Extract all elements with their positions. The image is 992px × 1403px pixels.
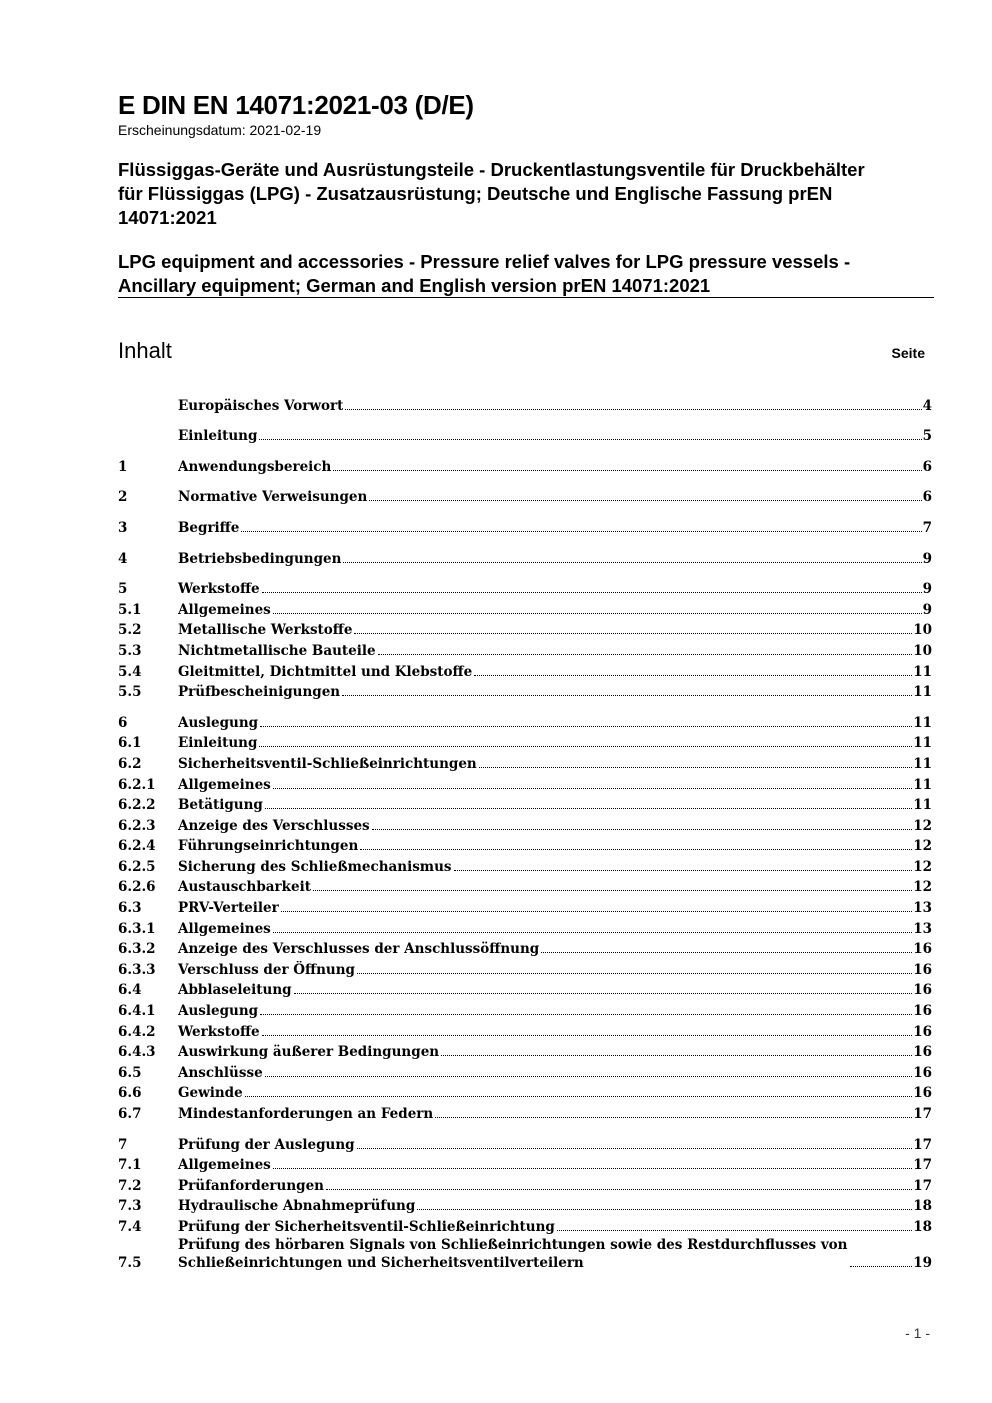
title-english-line: LPG equipment and accessories - Pressure relief valves for LPG pressure vessels - (118, 251, 851, 272)
title-german-line: Flüssiggas-Geräte und Ausrüstungsteile - Druckentlastungsventile für Druckbehälter (118, 159, 865, 180)
toc-leader-dots (557, 1230, 912, 1231)
toc-leader-dots (441, 1055, 912, 1056)
toc-entry[interactable] (118, 1133, 932, 1154)
table-of-contents (118, 394, 932, 1272)
toc-entry-number: 5.1 (118, 601, 142, 618)
toc-entry-page: 16 (913, 961, 932, 978)
toc-entry-title: Allgemeines (178, 601, 271, 618)
toc-entry[interactable] (118, 681, 932, 702)
toc-leader-dots (345, 409, 921, 410)
toc-leader-dots (259, 746, 912, 747)
toc-entry-title: Führungseinrichtungen (178, 838, 359, 855)
toc-entry-number: 5.5 (118, 684, 142, 701)
toc-entry-page: 11 (913, 735, 932, 752)
toc-entry-page: 17 (913, 1157, 932, 1174)
toc-entry-title: Hydraulische Abnahmeprüfung (178, 1198, 416, 1215)
toc-entry-title: Anzeige des Verschlusses der Anschlussöffnung (178, 941, 540, 958)
toc-entry-title: Begriffe (178, 519, 240, 536)
toc-leader-dots (241, 531, 921, 532)
title-divider (118, 297, 934, 298)
title-german-line: für Flüssiggas (LPG) - Zusatzausrüstung; Deutsche und Englische Fassung prEN (118, 183, 833, 204)
toc-entry[interactable] (118, 1154, 932, 1175)
toc-entry-title: Gewinde (178, 1085, 243, 1102)
toc-entry-number: 6.2.6 (118, 879, 156, 896)
toc-entry-number: 6.7 (118, 1106, 142, 1122)
toc-entry-title: Gleitmittel, Dichtmittel und Klebstoffe (178, 663, 473, 680)
toc-entry-title: Werkstoffe (178, 1023, 260, 1040)
toc-entry-title: Nichtmetallische Bauteile (178, 642, 376, 659)
toc-entry-number: 4 (118, 550, 128, 567)
toc-entry[interactable] (118, 1215, 932, 1236)
toc-entry-page: 17 (913, 1106, 932, 1122)
toc-entry-title: Austauschbarkeit (178, 879, 311, 896)
toc-leader-dots (313, 890, 912, 891)
toc-entry-title: Betriebsbedingungen (178, 550, 342, 567)
toc-entry-title: Anwendungsbereich (178, 458, 332, 475)
toc-entry-title-line: Prüfung des hörbaren Signals von Schließeinrichtungen sowie des Restdurchflusses von (178, 1236, 848, 1253)
toc-entry-page: 16 (913, 1064, 932, 1081)
toc-leader-dots (378, 654, 913, 655)
toc-entry[interactable] (118, 773, 932, 794)
toc-leader-dots (541, 952, 912, 953)
toc-entry-number: 6.4 (118, 982, 142, 999)
toc-entry-number: 6.3.2 (118, 941, 156, 958)
toc-entry-page: 13 (913, 920, 932, 937)
toc-entry[interactable] (118, 1020, 932, 1041)
toc-leader-dots (417, 1209, 912, 1210)
toc-entry-page: 11 (913, 663, 932, 680)
toc-leader-dots (850, 1266, 913, 1267)
toc-leader-dots (343, 562, 921, 563)
toc-entry[interactable] (118, 1174, 932, 1195)
toc-entry-page: 10 (913, 642, 932, 659)
toc-entry-title: Einleitung (178, 428, 258, 445)
toc-leader-dots (260, 1014, 912, 1015)
toc-entry-page: 16 (913, 1044, 932, 1061)
toc-entry[interactable] (118, 619, 932, 640)
toc-entry-title: Normative Verweisungen (178, 489, 368, 506)
toc-entry[interactable] (118, 938, 932, 959)
toc-entry-title: Sicherheitsventil-Schließeinrichtungen (178, 755, 477, 772)
toc-entry-number: 6.2.5 (118, 858, 156, 875)
toc-entry[interactable] (118, 1236, 932, 1272)
toc-entry-page: 5 (922, 428, 932, 445)
toc-entry-number: 6.2.2 (118, 797, 156, 814)
toc-entry[interactable] (118, 455, 932, 476)
toc-entry[interactable] (118, 999, 932, 1020)
toc-entry-title: Allgemeines (178, 1157, 271, 1174)
toc-entry-number: 6.3.3 (118, 961, 156, 978)
toc-entry-title: Verschluss der Öffnung (178, 961, 355, 978)
toc-entry-page: 11 (913, 755, 932, 772)
toc-entry[interactable] (118, 855, 932, 876)
toc-entry-number: 6.2 (118, 755, 142, 772)
toc-leader-dots (435, 1117, 912, 1118)
toc-entry[interactable] (118, 958, 932, 979)
toc-leader-dots (369, 500, 921, 501)
toc-entry-page: 16 (913, 1085, 932, 1102)
toc-entry[interactable] (118, 639, 932, 660)
toc-entry-title: Allgemeines (178, 776, 271, 793)
toc-entry-number: 5.3 (118, 642, 142, 659)
toc-entry[interactable] (118, 814, 932, 835)
toc-leader-dots (273, 932, 912, 933)
toc-leader-dots (265, 1076, 913, 1077)
toc-entry-number: 5.2 (118, 622, 142, 639)
toc-leader-dots (357, 973, 912, 974)
toc-entry-page: 16 (913, 1023, 932, 1040)
toc-leader-dots (342, 695, 912, 696)
title-german (118, 158, 938, 230)
toc-leader-dots (273, 613, 922, 614)
toc-entry-number: 7 (118, 1136, 128, 1153)
toc-entry-page: 9 (922, 581, 932, 598)
toc-entry-number: 1 (118, 458, 128, 475)
toc-entry-title: Abblaseleitung (178, 982, 292, 999)
title-english-line: Ancillary equipment; German and English version prEN 14071:2021 (118, 275, 711, 296)
toc-entry[interactable] (118, 794, 932, 815)
toc-entry-page: 18 (913, 1218, 932, 1235)
toc-entry-number: 7.3 (118, 1198, 142, 1215)
toc-entry-number: 7.2 (118, 1177, 142, 1194)
toc-entry-page: 11 (913, 684, 932, 701)
toc-entry-page: 9 (922, 550, 932, 567)
toc-entry-number: 6.4.2 (118, 1023, 156, 1040)
toc-leader-dots (245, 1096, 912, 1097)
toc-entry-page: 13 (913, 900, 932, 917)
toc-entry-number: 7.5 (118, 1254, 142, 1271)
toc-entry-number: 6.6 (118, 1085, 142, 1102)
toc-entry-number: 2 (118, 489, 128, 506)
toc-entry-number: 6.5 (118, 1064, 142, 1081)
toc-entry[interactable] (118, 1102, 932, 1123)
publication-date: Erscheinungsdatum: 2021-02-19 (118, 122, 322, 138)
toc-heading: Inhalt (118, 338, 172, 363)
toc-entry-title: Prüfung der Auslegung (178, 1136, 355, 1153)
toc-entry-title: Prüfanforderungen (178, 1177, 324, 1194)
toc-entry-title: Prüfbescheinigungen (178, 684, 341, 701)
toc-entry[interactable] (118, 1061, 932, 1082)
title-german-line: 14071:2021 (118, 207, 217, 228)
toc-entry-title: Auslegung (178, 1003, 259, 1020)
toc-entry-page: 11 (913, 714, 932, 731)
toc-entry-page: 16 (913, 941, 932, 958)
toc-entry[interactable] (118, 598, 932, 619)
toc-entry[interactable] (118, 752, 932, 773)
toc-leader-dots (262, 592, 922, 593)
toc-leader-dots (260, 726, 912, 727)
toc-leader-dots (360, 849, 912, 850)
toc-entry-number: 6.3 (118, 900, 142, 917)
toc-entry[interactable] (118, 711, 932, 732)
toc-entry-page: 4 (922, 397, 932, 414)
toc-entry-number: 6 (118, 714, 128, 731)
toc-entry-number: 6.4.1 (118, 1003, 156, 1020)
toc-entry-page: 6 (922, 458, 932, 475)
toc-leader-dots (357, 1148, 913, 1149)
toc-entry-number: 7.1 (118, 1157, 142, 1174)
toc-entry-number: 6.2.4 (118, 838, 156, 855)
toc-leader-dots (262, 1035, 913, 1036)
toc-entry-page: 17 (913, 1136, 932, 1153)
toc-entry[interactable] (118, 1041, 932, 1062)
toc-leader-dots (265, 808, 912, 809)
toc-entry-title: Allgemeines (178, 920, 271, 937)
toc-entry-title: Auslegung (178, 714, 259, 731)
toc-entry-title: Prüfung der Sicherheitsventil-Schließeinrichtung (178, 1218, 555, 1235)
toc-leader-dots (273, 788, 912, 789)
toc-entry[interactable] (118, 660, 932, 681)
toc-entry-page: 11 (913, 776, 932, 793)
toc-entry-page: 9 (922, 601, 932, 618)
toc-entry-title: Anschlüsse (178, 1064, 263, 1081)
toc-leader-dots (372, 829, 913, 830)
toc-entry-title: Auswirkung äußerer Bedingungen (178, 1044, 440, 1061)
toc-entry[interactable] (118, 547, 932, 568)
toc-entry-page: 16 (913, 982, 932, 999)
toc-entry-page: 17 (913, 1177, 932, 1194)
toc-entry-title: Betätigung (178, 797, 263, 814)
toc-entry-number: 6.4.3 (118, 1044, 156, 1061)
toc-entry-title: Metallische Werkstoffe (178, 622, 353, 639)
toc-leader-dots (294, 993, 913, 994)
toc-entry-number: 6.3.1 (118, 920, 156, 937)
toc-entry[interactable] (118, 1195, 932, 1216)
toc-leader-dots (474, 675, 912, 676)
toc-entry-page: 12 (913, 858, 932, 875)
toc-entry-page: 12 (913, 817, 932, 834)
toc-entry-title: Werkstoffe (178, 581, 260, 598)
toc-entry-page: 16 (913, 1003, 932, 1020)
toc-entry-title: Mindestanforderungen an Federn (178, 1106, 434, 1122)
toc-entry-page: 12 (913, 879, 932, 896)
toc-entry[interactable] (118, 394, 932, 415)
toc-entry[interactable] (118, 979, 932, 1000)
toc-leader-dots (333, 470, 921, 471)
document-id: E DIN EN 14071:2021-03 (D/E) (118, 90, 474, 120)
toc-entry-title: Einleitung (178, 735, 258, 752)
toc-entry-page: 11 (913, 797, 932, 814)
toc-leader-dots (354, 633, 912, 634)
toc-entry-title: Europäisches Vorwort (178, 397, 344, 414)
toc-entry[interactable] (118, 917, 932, 938)
toc-entry-title: Anzeige des Verschlusses (178, 817, 370, 834)
toc-entry-number: 6.1 (118, 735, 142, 752)
toc-entry-page: 12 (913, 838, 932, 855)
toc-leader-dots (273, 1168, 912, 1169)
toc-entry[interactable] (118, 516, 932, 537)
toc-entry[interactable] (118, 896, 932, 917)
toc-entry-number: 7.4 (118, 1218, 142, 1235)
toc-entry[interactable] (118, 876, 932, 897)
toc-entry[interactable] (118, 1082, 932, 1103)
title-english (118, 250, 938, 298)
toc-entry-number: 6.2.3 (118, 817, 156, 834)
toc-leader-dots (326, 1189, 912, 1190)
toc-entry[interactable] (118, 732, 932, 753)
toc-leader-dots (259, 439, 921, 440)
toc-entry-page: 6 (922, 489, 932, 506)
toc-entry-page: 18 (913, 1198, 932, 1215)
toc-entry-title: Sicherung des Schließmechanismus (178, 858, 452, 875)
toc-entry-title (178, 1236, 848, 1272)
toc-entry-title: PRV-Verteiler (178, 900, 279, 917)
toc-entry-title-line: Schließeinrichtungen und Sicherheitsventilverteilern (178, 1254, 584, 1271)
toc-entry-number: 5.4 (118, 663, 142, 680)
toc-entry[interactable] (118, 486, 932, 507)
toc-leader-dots (281, 911, 912, 912)
page-number: - 1 - (905, 1325, 930, 1341)
toc-entry-number: 6.2.1 (118, 776, 156, 793)
toc-entry-page: 19 (913, 1254, 932, 1271)
toc-entry[interactable] (118, 835, 932, 856)
toc-entry-number: 3 (118, 519, 128, 536)
toc-entry[interactable] (118, 578, 932, 599)
toc-leader-dots (479, 767, 912, 768)
toc-page-column-heading: Seite (891, 345, 925, 361)
toc-entry-page: 7 (922, 519, 932, 536)
toc-entry-number: 5 (118, 581, 128, 598)
toc-leader-dots (454, 870, 913, 871)
toc-entry[interactable] (118, 425, 932, 446)
toc-entry-page: 10 (913, 622, 932, 639)
